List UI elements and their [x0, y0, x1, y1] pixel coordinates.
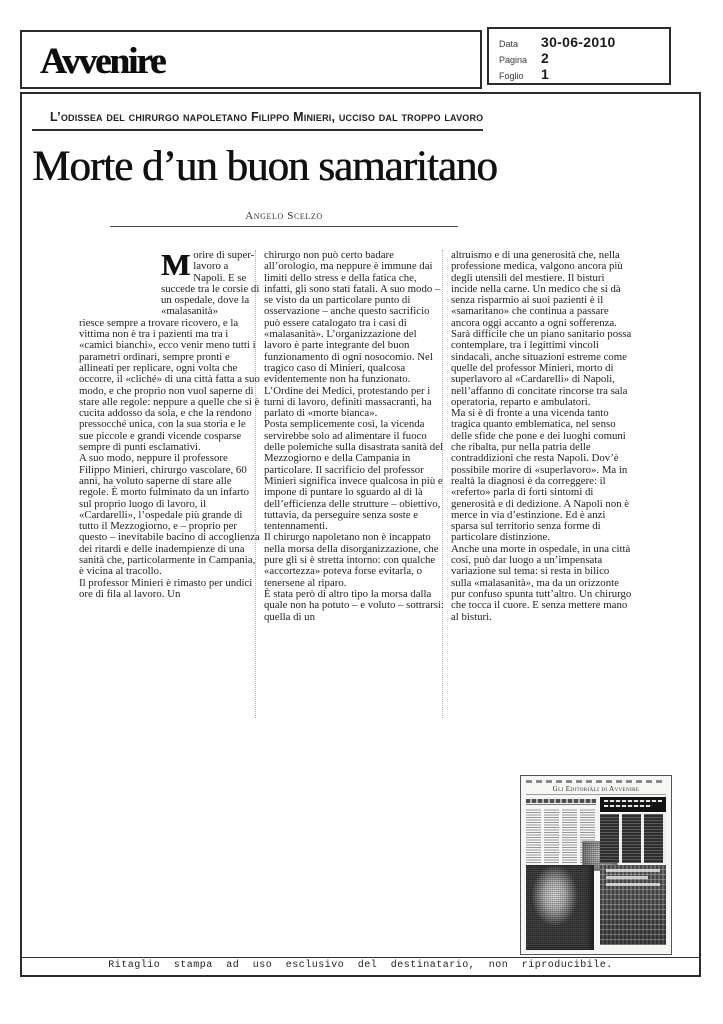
disclaimer-strip: Ritaglio stampa ad uso esclusivo del destinatario, non riproducibile.: [22, 957, 699, 975]
meta-row-page: [499, 50, 669, 66]
meta-value-date: 30-06-2010: [541, 34, 616, 50]
thumb-reverse-headline-line: [604, 805, 652, 808]
byline: Angelo Scelzo: [245, 210, 323, 222]
thumb-ad-text-bar: [606, 883, 660, 886]
thumb-page-body: [524, 797, 668, 955]
newspaper-logo: Avvenire: [40, 41, 165, 82]
article-column-1: [79, 247, 260, 600]
byline-rule: [110, 206, 458, 227]
paragraph: Sarà difficile che un piano sanitario possa contemplare, tra i legittimi vincoli sindacali, anche situazioni estreme come quelle del professor Minieri, morto di superlavoro al «Cardarelli» di Napoli, nell’affanno di concitate rincorse tra sala operatoria, reparto e ambulatori.: [451, 328, 632, 408]
meta-label-page: Pagina: [499, 55, 528, 65]
page-title: Morte d’un buon samaritano: [32, 143, 497, 190]
thumb-reverse-headline-box: [600, 797, 666, 812]
clip-meta-box: [487, 27, 671, 85]
article-box: [20, 92, 701, 977]
meta-row-date: [499, 34, 669, 50]
article-intro: [161, 247, 260, 318]
paragraph: chirurgo non può certo badare all’orologio, ma neppure è immune dai limiti dello stress e della fatica che, infatti, gli sono stati fatali. A suo modo – se visto da un particolare punto di osservazione – anche questo sacrificio può essere catalogato tra i casi di «malasanità». L’organizzazione del lavoro è parte integrante del buon funzionamento di ogni nosocomio. Nel tragico caso di Minieri, qualcosa evidentemente non ha funzionato. L’Ordine dei Medici, protestando per i turni di lavoro, definiti massacranti, ha parlato di «morte bianca».: [264, 249, 441, 420]
page-preview-thumbnail: [520, 775, 672, 955]
paragraph: Posta semplicemente così, la vicenda servirebbe solo ad alimentare il fuoco delle polemiche sulla disastrata sanità del Mezzogiorno e della Campania in particolare. Il sacrificio del professor Minieri significa invece qualcosa in più e impone di puntare lo sguardo al di là dell’efficienza delle strutture – obiettivo, tuttavia, da perseguire senza soste e tentennamenti.: [264, 418, 443, 533]
article-column-2: [264, 250, 445, 623]
paragraph: Il professor Minieri è rimasto per undici ore di fila al lavoro. Un: [79, 576, 253, 600]
thumb-ad-text-bar: [606, 869, 660, 872]
meta-row-sheet: [499, 66, 669, 82]
kicker: L’odissea del chirurgo napoletano Filippo Minieri, ucciso dal troppo lavoro: [50, 110, 484, 124]
thumb-dark-columns: [600, 814, 666, 863]
paragraph: È stata però di altro tipo la morsa dalla quale non ha potuto – e voluto – sottrarsi: quella di un: [264, 587, 444, 623]
meta-value-sheet: 1: [541, 66, 550, 82]
intro-text: orire di super-lavoro a Napoli. E se succede tra le corsie di un ospedale, dove la «malasanità»: [161, 249, 260, 318]
thumb-header-strip: [526, 780, 666, 783]
article-column-3: [451, 250, 632, 623]
drop-cap: M: [161, 247, 191, 282]
thumb-section-title: Gli Editoriali di Avvenire: [526, 785, 666, 795]
thumb-dark-ad-block: [600, 865, 666, 945]
paragraph: altruismo e di una generosità che, nella professione medica, valgono ancora più degli utensili del mestiere. Il bisturi incide nella carne. Un medico che si dà senza risparmio ai suoi pazienti è il «samaritano» che continua a passare ancora oggi accanto a ogni sofferenza.: [451, 249, 623, 329]
paragraph: Anche una morte in ospedale, in una città così, può dar luogo a un’impensata variazione sul tema: si resta in bilico sulla «malasanità», ma da un orizzonte pur confuso spunta tutt’altro. Un chirurgo che tocca il cuore. E senza mettere mano al bisturi.: [451, 542, 632, 623]
paragraph: Il chirurgo napoletano non è incappato nella morsa della disorganizzazione, che pure gli si è stretta intorno: con qualche «accortezza» poteva forse evitarla, o tenersene al riparo.: [264, 531, 439, 589]
thumb-ad-text-bar: [606, 876, 648, 879]
paragraph: riesce sempre a trovare ricovero, e la vittima non è tra i pazienti ma tra i «camici bianchi», ecco venir meno tutti i parametri ordinari, sempre pronti e allineati per replicare, ogni volta che occorre, il «cliché» di una città fatta a suo modo, e che proprio non vuol saperne di stare alle regole: neppure a quelle che si è cucita addosso da sola, e che la rendono pressocché unica, con la sua storia e le sue piccole e grandi vicende cosparse sempre di punti esclamativi.: [79, 316, 260, 454]
meta-label-sheet: Foglio: [499, 71, 524, 81]
paragraph: Ma si è di fronte a una vicenda tanto tragica quanto emblematica, nel senso delle sfide che pone e dei luoghi comuni che ribalta, pur nella patria delle contraddizioni che resta Napoli. Dov’è possibile morire di «superlavoro». Ma in realtà la diagnosi è da correggere: il «referto» parla di forti sintomi di generosità e di dedizione. A Napoli non è merce in via d’estinzione. Ed è anzi sparsa sul territorio senza forme di particolare distinzione.: [451, 407, 630, 544]
paragraph: A suo modo, neppure il professore Filippo Minieri, chirurgo vascolare, 60 anni, ha voluto saperne di stare alle regole. È morto fulminato da un infarto sul proprio luogo di lavoro, il «Cardarelli», l’ospedale più grande di tutto il Mezzogiorno, e – proprio per questo – inevitabile bacino di accoglienza dei ritardi e delle inadempienze di una sanità che, particolarmente in Campania, è vicina al tracollo.: [79, 452, 260, 578]
meta-value-page: 2: [541, 50, 550, 66]
thumb-reverse-headline-line: [604, 800, 662, 803]
kicker-rule: [32, 108, 483, 131]
thumb-left-headline-bar: [526, 798, 596, 805]
thumb-portrait-photo: [526, 865, 594, 950]
masthead-box: [20, 30, 482, 89]
meta-label-date: Data: [499, 39, 519, 49]
